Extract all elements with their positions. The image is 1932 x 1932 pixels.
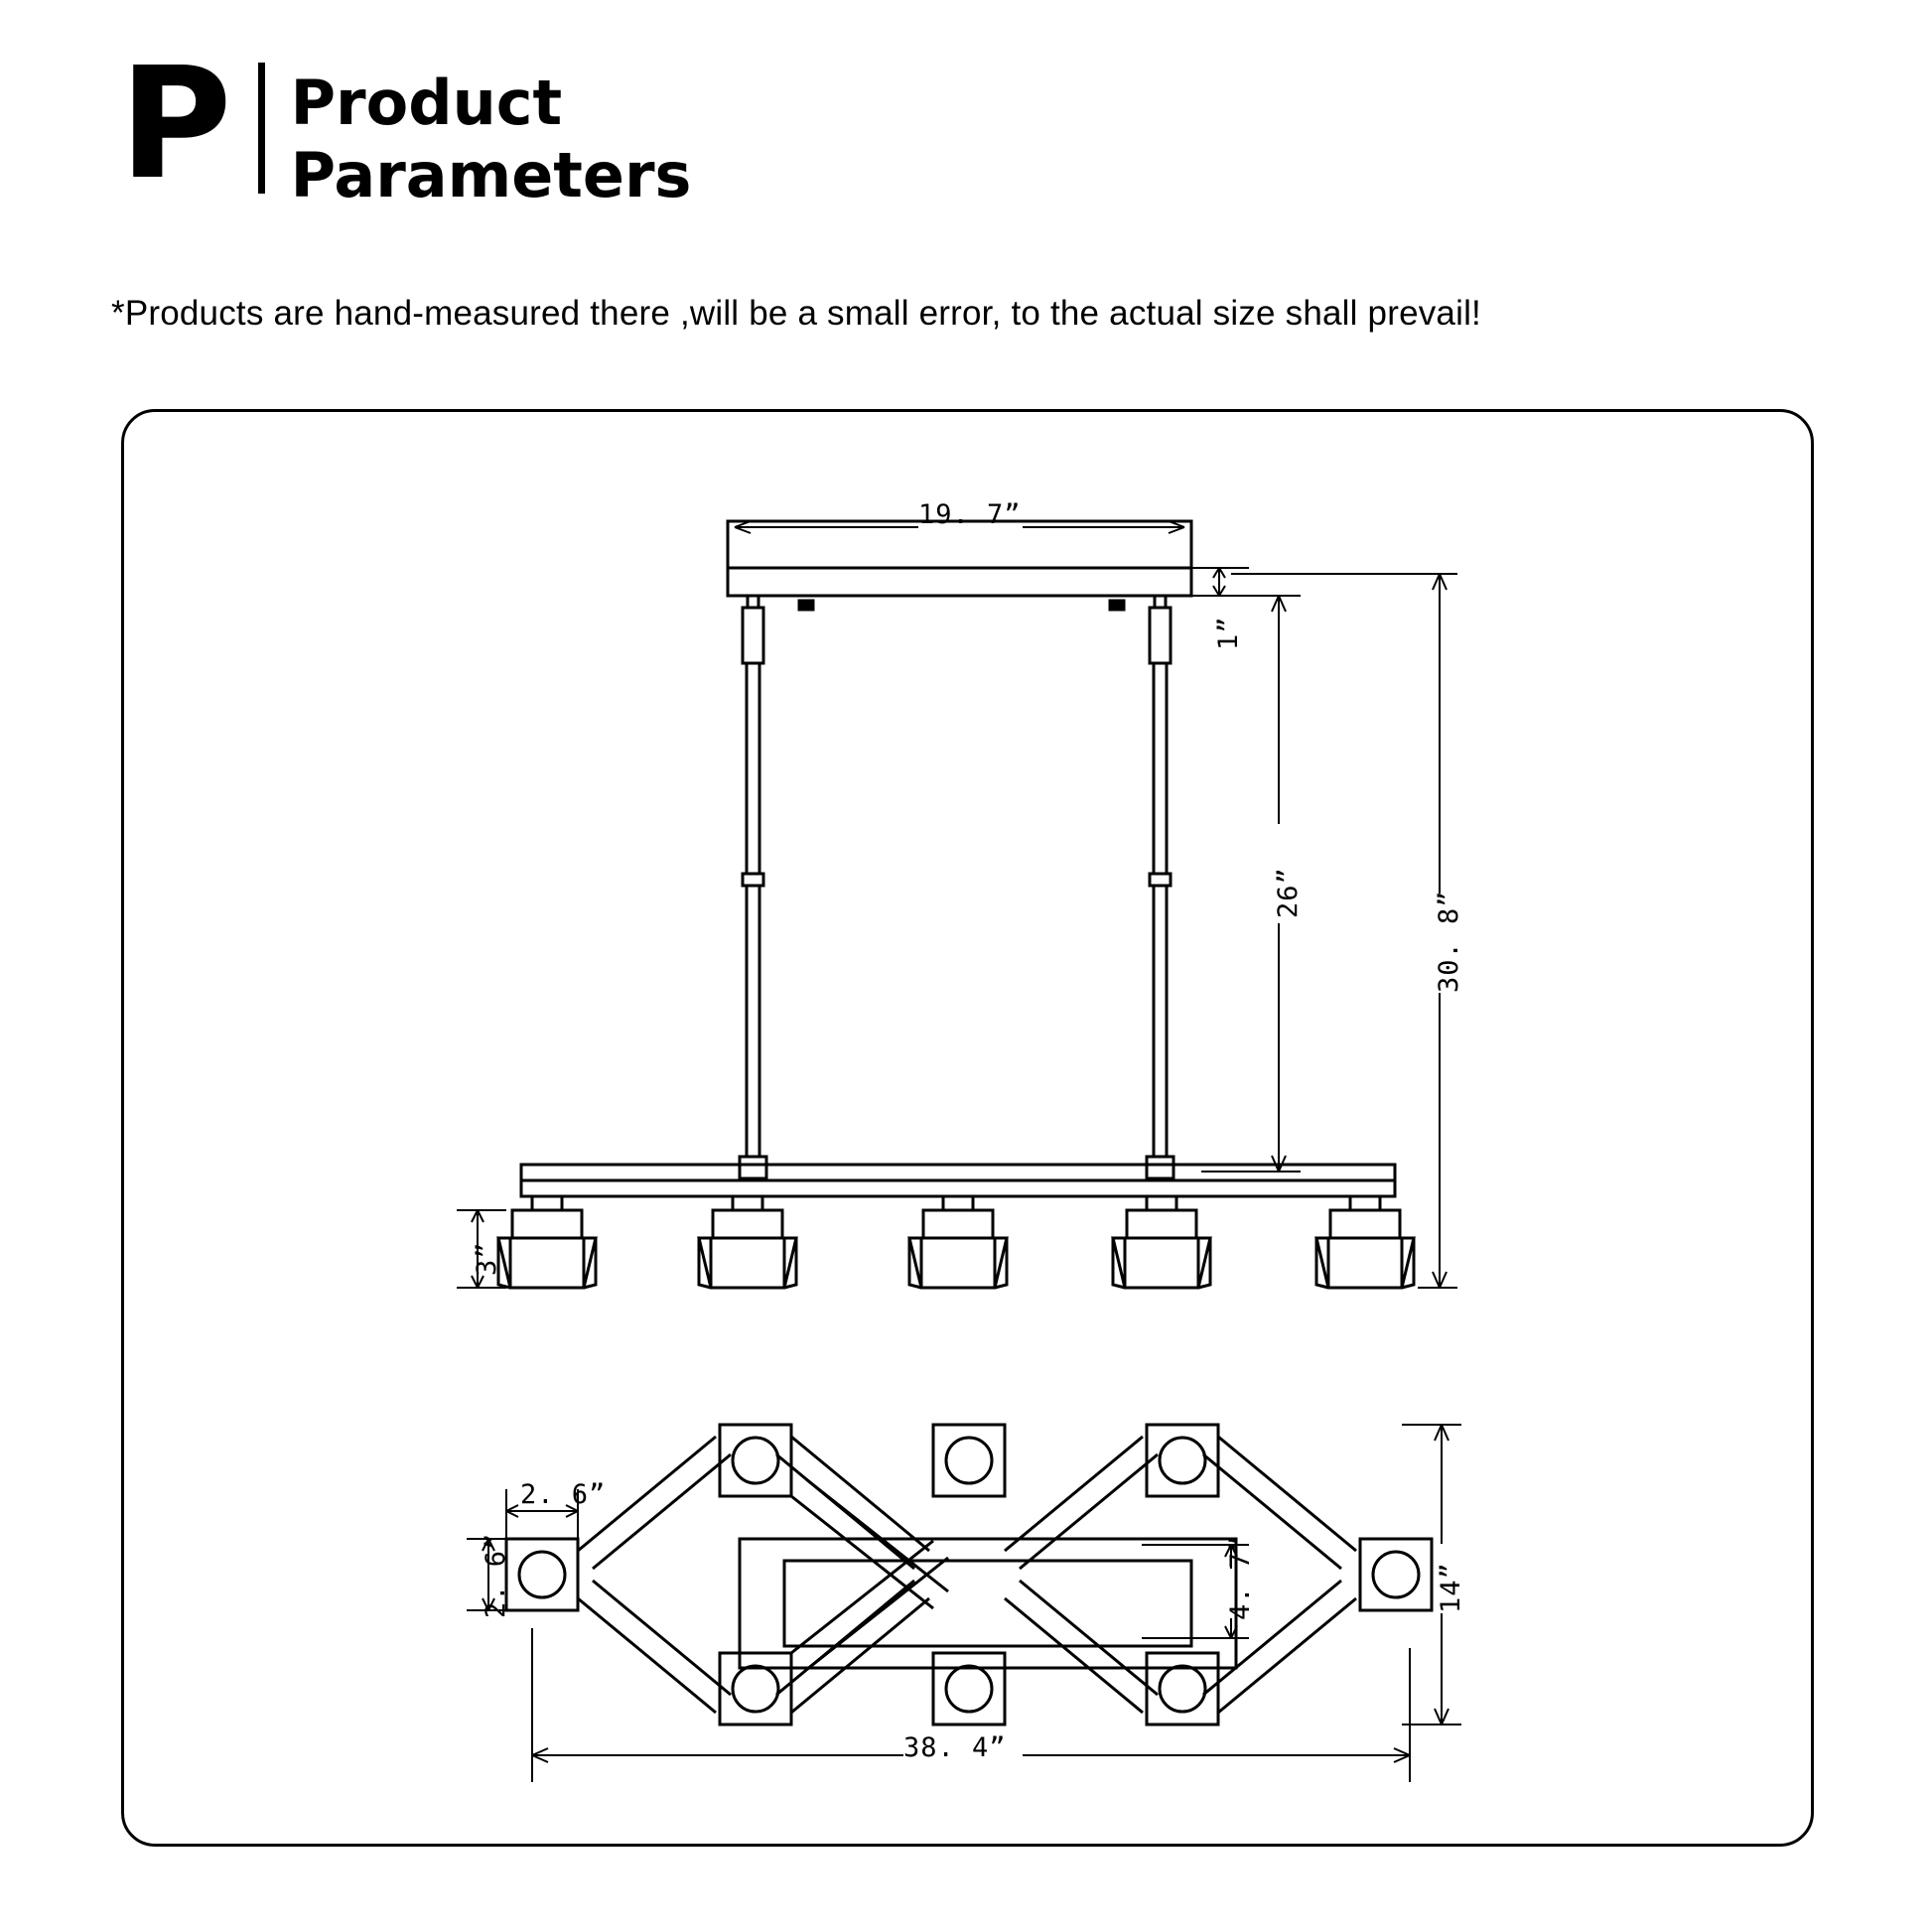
dim-drop-rod: 26” xyxy=(1273,867,1304,918)
dim-node-width: 2. 6” xyxy=(520,1479,607,1510)
header-divider xyxy=(258,63,265,194)
logo-letter: P xyxy=(119,34,230,213)
dim-overall-length: 38. 4” xyxy=(903,1732,1007,1763)
dim-canopy-width: 19. 7” xyxy=(918,499,1022,530)
dim-total-height: 30. 8” xyxy=(1434,890,1464,993)
dim-inner-square: 4. 7” xyxy=(1225,1534,1256,1620)
page-title-line2: Parameters xyxy=(290,139,692,212)
header xyxy=(119,34,692,213)
dim-node-height: 2. 6” xyxy=(481,1532,511,1618)
dim-overall-depth: 14” xyxy=(1436,1562,1466,1613)
page-title-line1: Product xyxy=(290,67,563,139)
page-title xyxy=(291,55,692,211)
diagram-frame xyxy=(121,409,1814,1847)
dim-canopy-height: 1” xyxy=(1213,616,1244,650)
measurement-note: *Products are hand-measured there ,will be a small error, to the actual size shall prevail! xyxy=(111,294,1481,333)
dim-shade-height: 3” xyxy=(472,1241,502,1276)
